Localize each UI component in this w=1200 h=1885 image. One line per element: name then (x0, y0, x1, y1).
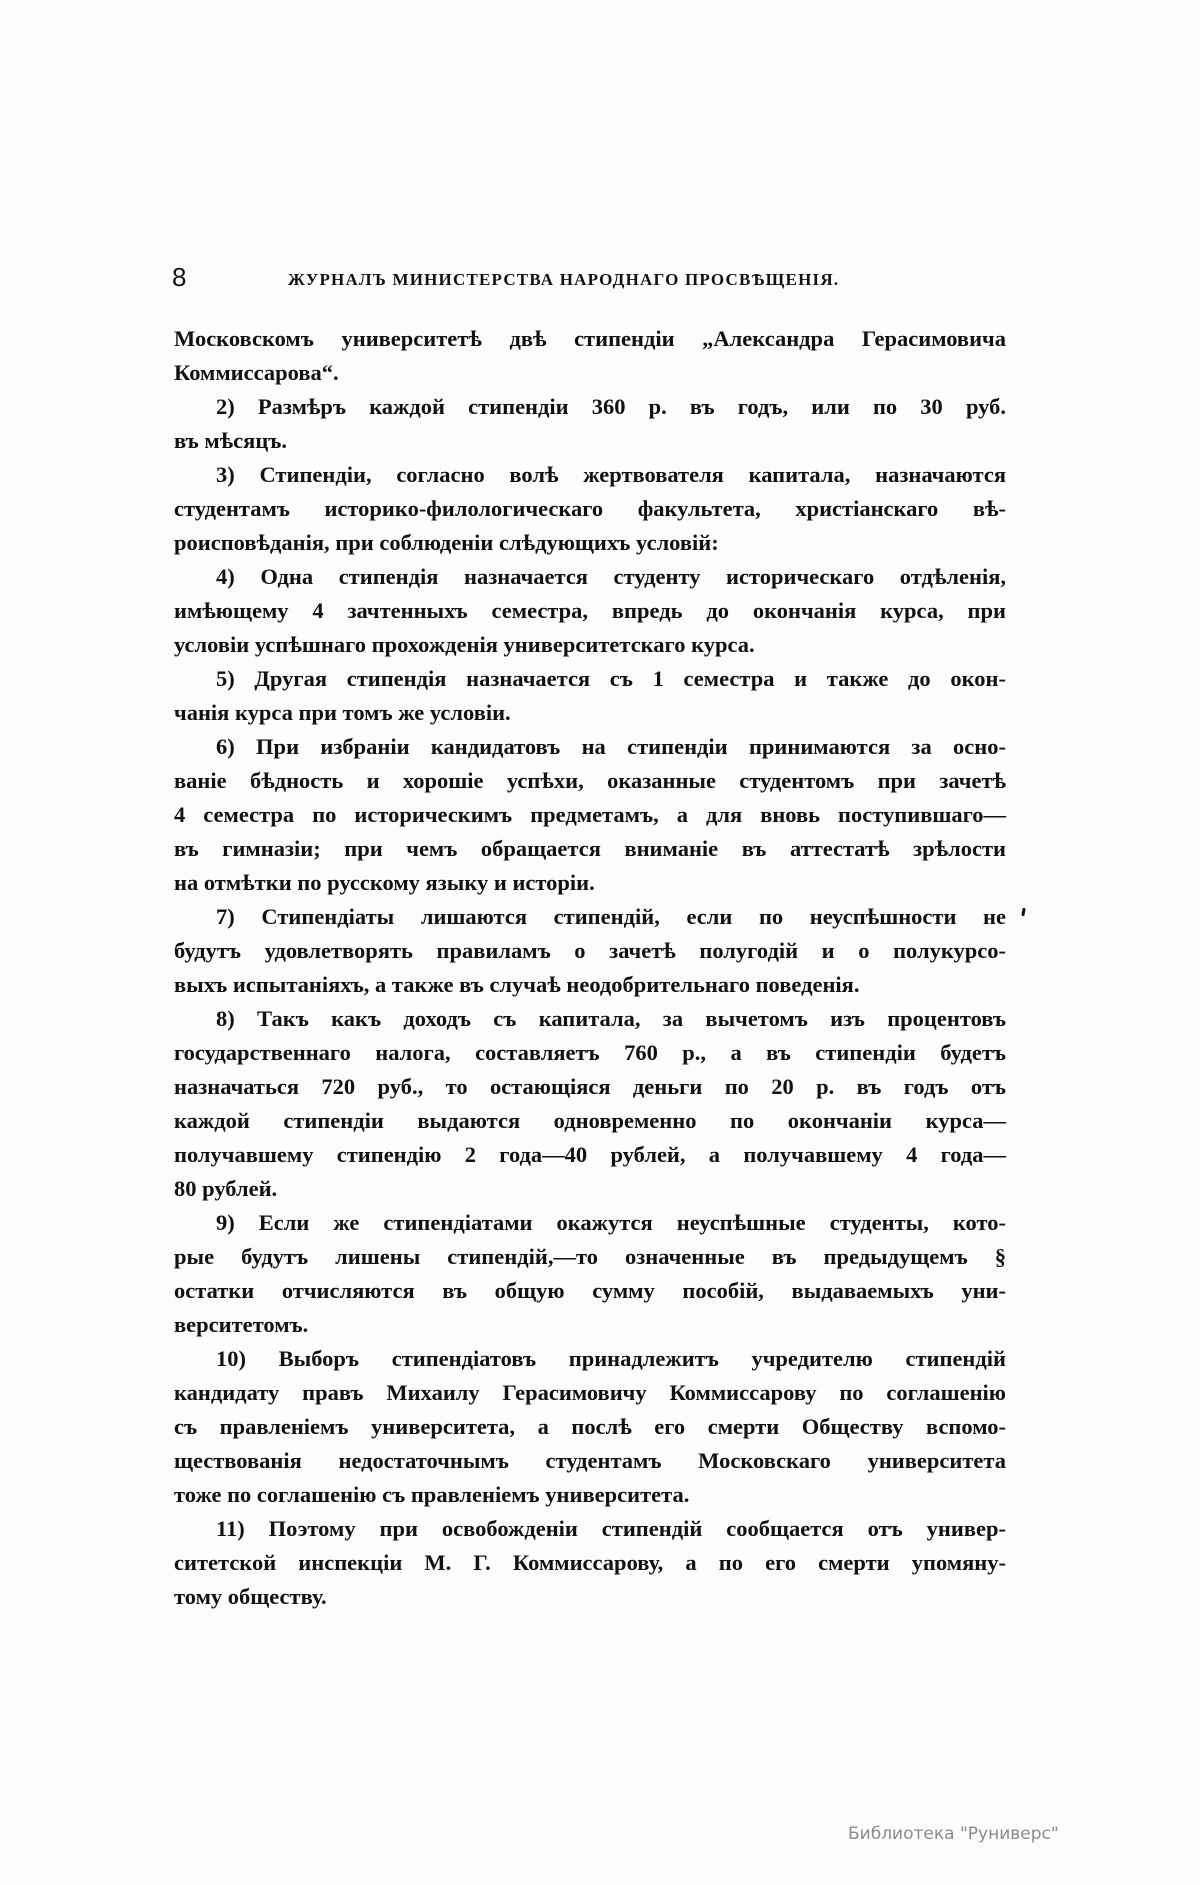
text-line: тоже по соглашенію съ правленіемъ университета. (174, 1482, 690, 1507)
paragraph (174, 458, 1006, 560)
text-line: остатки отчисляются въ общую сумму пособій, выдаваемыхъ уни- (174, 1278, 1006, 1303)
text-line: студентамъ историко-филологическаго факультета, христіанскаго вѣ- (174, 496, 1006, 521)
text-line: рые будутъ лишены стипендій,—то означенные въ предыдущемъ § (174, 1244, 1006, 1269)
text-line: на отмѣтки по русскому языку и исторіи. (174, 870, 595, 895)
paragraph (174, 322, 1006, 390)
paragraph (174, 1206, 1006, 1342)
text-line: 11) Поэтому при освобожденіи стипендій сообщается отъ универ- (216, 1516, 1006, 1541)
text-line: 10) Выборъ стипендіатовъ принадлежитъ учредителю стипендій (216, 1346, 1006, 1371)
paragraph (174, 1512, 1006, 1614)
text-line: 9) Если же стипендіатами окажутся неуспѣшные студенты, кото- (216, 1210, 1006, 1235)
text-line: 7) Стипендіаты лишаются стипендій, если по неуспѣшности не (216, 904, 1006, 929)
text-line: кандидату правъ Михаилу Герасимовичу Коммиссарову по соглашенію (174, 1380, 1006, 1405)
text-line: 80 рублей. (174, 1176, 278, 1201)
paragraph (174, 560, 1006, 662)
text-line: 2) Размѣръ каждой стипендіи 360 р. въ годъ, или по 30 руб. (216, 394, 1006, 419)
text-line: верситетомъ. (174, 1312, 309, 1337)
text-line: въ мѣсяцъ. (174, 428, 288, 453)
text-line: каждой стипендіи выдаются одновременно по окончаніи курса— (174, 1108, 1006, 1133)
text-line: государственнаго налога, составляетъ 760 р., а въ стипендіи будетъ (174, 1040, 1006, 1065)
text-line: Московскомъ университетѣ двѣ стипендіи „Александра Герасимовича (174, 326, 1006, 351)
text-line: будутъ удовлетворять правиламъ о зачетѣ полугодій и о полукурсо- (174, 938, 1006, 963)
text-line: получавшему стипендію 2 года—40 рублей, а получавшему 4 года— (174, 1142, 1006, 1167)
paragraph (174, 730, 1006, 900)
paragraph (174, 900, 1006, 1002)
text-line: ситетской инспекціи М. Г. Коммиссарову, а по его смерти упомяну- (174, 1550, 1006, 1575)
text-line: 3) Стипендіи, согласно волѣ жертвователя капитала, назначаются (216, 462, 1006, 487)
page-number: 8 (172, 262, 187, 292)
text-line: чанія курса при томъ же условіи. (174, 700, 511, 725)
text-line: назначаться 720 руб., то остающіяся деньги по 20 р. въ годъ отъ (174, 1074, 1006, 1099)
text-line: условіи успѣшнаго прохожденія университетскаго курса. (174, 632, 755, 657)
text-line: въ гимназіи; при чемъ обращается вниманіе въ аттестатѣ зрѣлости (174, 836, 1006, 861)
text-line: имѣющему 4 зачтенныхъ семестра, впредь до окончанія курса, при (174, 598, 1006, 623)
text-line: 4 семестра по историческимъ предметамъ, а для вновь поступившаго— (174, 802, 1006, 827)
text-line: ществованія недостаточнымъ студентамъ Московскаго университета (174, 1448, 1006, 1473)
paragraph (174, 390, 1006, 458)
text-line: Коммиссарова“. (174, 360, 339, 385)
text-line: тому обществу. (174, 1584, 327, 1609)
running-head: ЖУРНАЛЪ МИНИСТЕРСТВА НАРОДНАГО ПРОСВѢЩЕНІЯ. (288, 270, 840, 289)
page-header (172, 262, 912, 292)
text-line: роисповѣданія, при соблюденіи слѣдующихъ условій: (174, 530, 719, 555)
text-line: выхъ испытаніяхъ, а также въ случаѣ неодобрительнаго поведенія. (174, 972, 860, 997)
library-watermark: Библиотека "Руниверс" (848, 1824, 1059, 1844)
text-line: ваніе бѣдность и хорошіе успѣхи, оказанные студентомъ при зачетѣ (174, 768, 1006, 793)
paragraph (174, 1002, 1006, 1206)
text-line: съ правленіемъ университета, а послѣ его смерти Обществу вспомо- (174, 1414, 1006, 1439)
paragraph (174, 1342, 1006, 1512)
paragraph (174, 662, 1006, 730)
text-line: 8) Такъ какъ доходъ съ капитала, за вычетомъ изъ процентовъ (216, 1006, 1006, 1031)
text-line: 5) Другая стипендія назначается съ 1 семестра и также до окон- (216, 666, 1006, 691)
document-body (174, 322, 1006, 1614)
text-line: 4) Одна стипендія назначается студенту историческаго отдѣленія, (216, 564, 1006, 589)
stray-ink-mark (1021, 908, 1025, 916)
text-line: 6) При избраніи кандидатовъ на стипендіи принимаются за осно- (216, 734, 1006, 759)
